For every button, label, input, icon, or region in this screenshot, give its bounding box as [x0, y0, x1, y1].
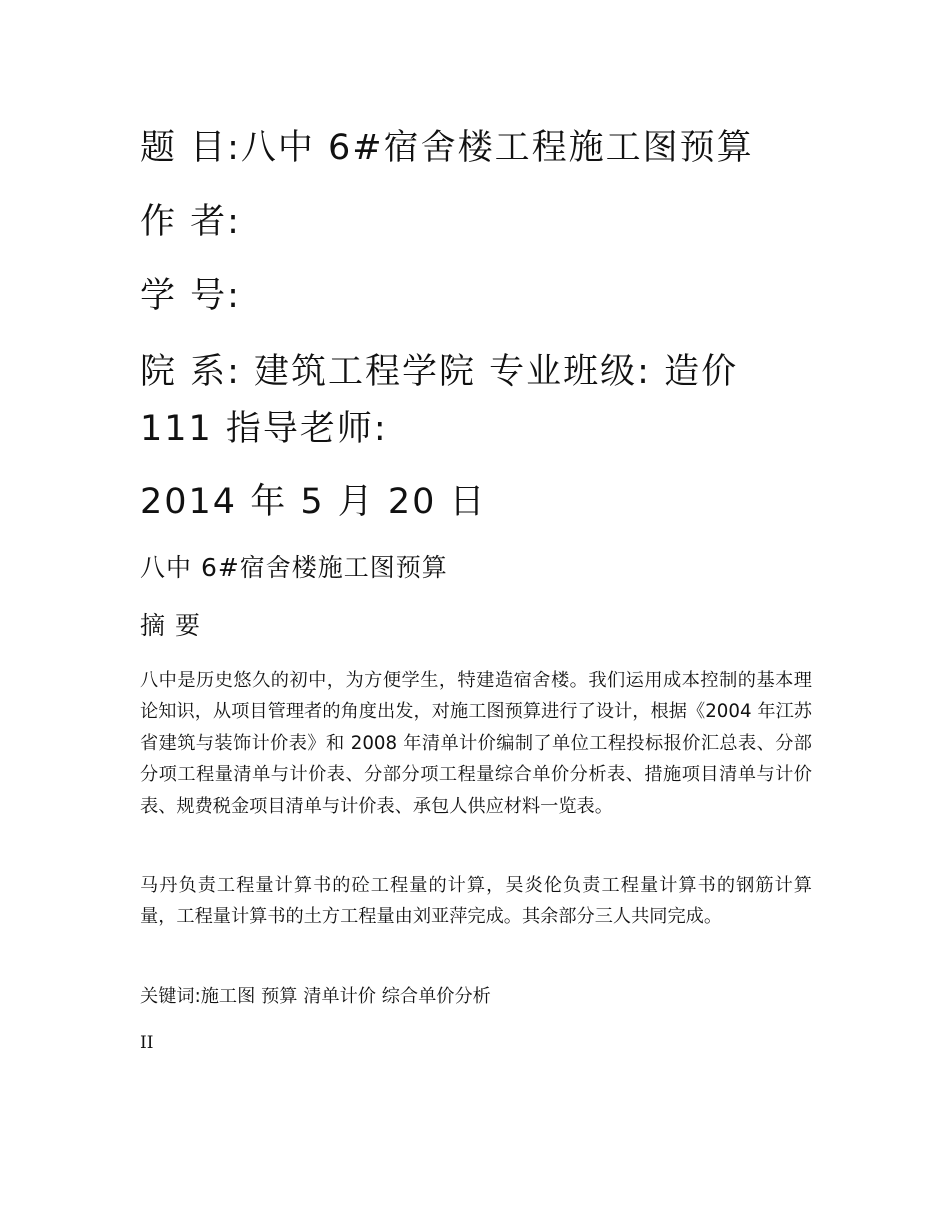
abstract-heading: 摘 要: [140, 611, 201, 640]
abstract-doc-title: 八中 6#宿舍楼施工图预算: [140, 553, 448, 582]
cover-date-line: 2014 年 5 月 20 日: [140, 482, 487, 522]
cover-department-line-1: 院 系: 建筑工程学院 专业班级: 造价: [140, 352, 739, 392]
cover-student-id-line: 学 号:: [140, 276, 241, 316]
abstract-keywords: 关键词:施工图 预算 清单计价 综合单价分析: [140, 986, 491, 1007]
cover-title-line: 题 目:八中 6#宿舍楼工程施工图预算: [140, 128, 754, 168]
abstract-paragraph-1: 八中是历史悠久的初中，为方便学生，特建造宿舍楼。我们运用成本控制的基本理论知识，从项目管理者的角度出发，对施工图预算进行了设计，根据《2004 年江苏省建筑与装饰计价表》和 2008 年清单计价编制了单位工程投标报价汇总表、分部分项工程量清单与计价表、分部分项工程量综合单价分析表、措施项目清单与计价表、规费税金项目清单与计价表、承包人供应材料一览表。: [140, 670, 812, 817]
abstract-paragraph-2: 马丹负责工程量计算书的砼工程量的计算，吴炎伦负责工程量计算书的钢筋计算量，工程量计算书的土方工程量由刘亚萍完成。其余部分三人共同完成。: [140, 875, 812, 928]
cover-department-line-2: 111 指导老师:: [140, 409, 388, 449]
cover-author-line: 作 者:: [140, 202, 241, 242]
page-number: II: [140, 1033, 154, 1053]
